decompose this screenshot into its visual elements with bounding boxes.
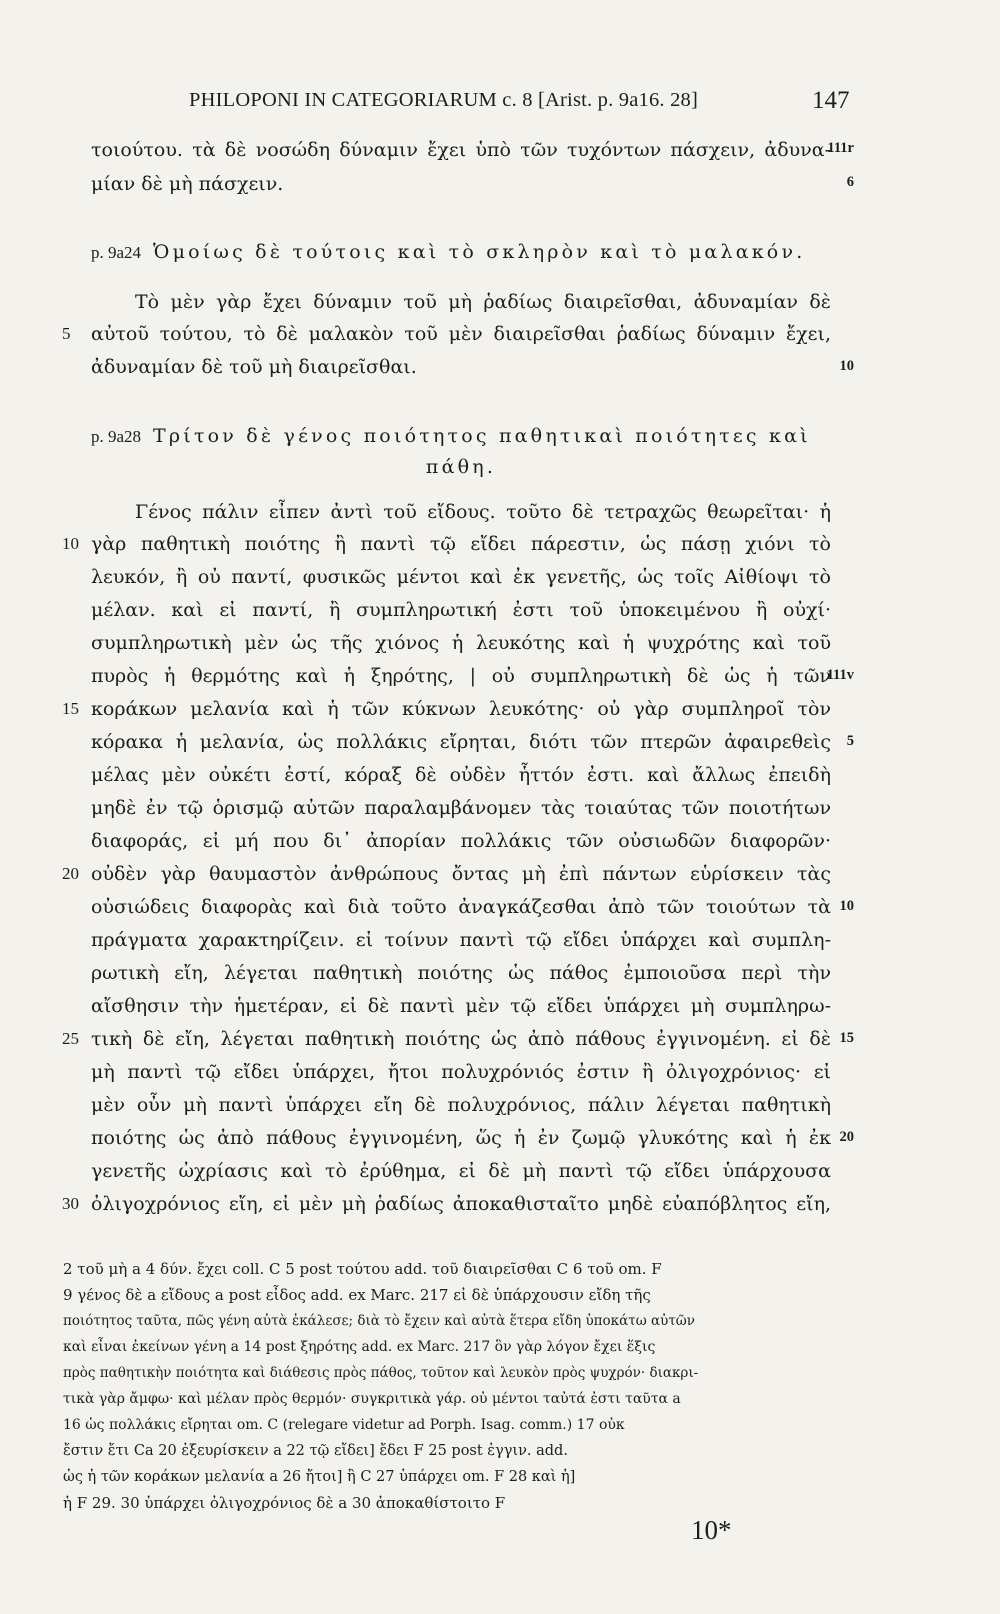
text-line: μηδὲ ἐν τῷ ὁρισμῷ αὐτῶν παραλαμβάνομεν τὰς τοιαύτας τῶν ποιοτήτων xyxy=(91,797,831,819)
text-line: οὐσιώδεις διαφορὰς καὶ διὰ τοῦτο ἀναγκάζεσθαι ἀπὸ τῶν τοιούτων τὰ xyxy=(91,896,831,918)
text-line: διαφοράς, εἰ μή που δι᾽ ἀπορίαν πολλάκις τῶν οὐσιωδῶν διαφορῶν· xyxy=(91,830,831,852)
apparatus-line: ὡς ἡ τῶν κοράκων μελανία a 26 ἤτοι] ἢ C 27 ὑπάρχει om. F 28 καὶ ἡ] xyxy=(63,1469,576,1485)
line-number: 10 xyxy=(62,534,79,553)
apparatus-line: ἔστιν ἔτι Ca 20 ἐξευρίσκειν a 22 τῷ εἴδει] ἔδει F 25 post ἐγγιν. add. xyxy=(63,1443,568,1459)
apparatus-line: ποιότητος ταῦτα, πῶς γένη αὐτὰ ἐκάλεσε; διὰ τὸ ἔχειν καὶ αὐτὰ ἕτερα εἴδη ὑποκάτω αὐτῶν xyxy=(63,1313,696,1329)
text-line: ποιότης ὡς ἀπὸ πάθους ἐγγινομένη, ὥς ἡ ἐν ζωμῷ γλυκότης καὶ ἡ ἐκ xyxy=(91,1127,831,1149)
lemma-line: p. 9a28 Τρίτον δὲ γένος ποιότητος παθητικαὶ ποιότητες καὶ xyxy=(91,425,811,447)
line-number: 15 xyxy=(62,699,79,718)
text-line: πυρὸς ἡ θερμότης καὶ ἡ ξηρότης, | οὐ συμπληρωτικὴ δὲ ὡς ἡ τῶν xyxy=(91,665,831,687)
text-line: μὴ παντὶ τῷ εἴδει ὑπάρχει, ἤτοι πολυχρόνιός ἐστιν ἢ ὀλιγοχρόνιος· εἰ xyxy=(91,1061,831,1083)
line-number: 30 xyxy=(62,1194,79,1213)
lemma-line-continued: πάθη. xyxy=(425,456,497,478)
signature-mark: 10* xyxy=(691,1515,732,1545)
line-number: 25 xyxy=(62,1029,79,1048)
text-line: κόρακα ἡ μελανία, ὡς πολλάκις εἴρηται, διότι τῶν πτερῶν ἀφαιρεθεὶς xyxy=(91,731,831,753)
text-line: γενετῆς ὠχρίασις καὶ τὸ ἐρύθημα, εἰ δὲ μὴ παντὶ τῷ εἴδει ὑπάρχουσα xyxy=(91,1160,831,1182)
text-line: συμπληρωτικὴ μὲν ὡς τῆς χιόνος ἡ λευκότης καὶ ἡ ψυχρότης καὶ τοῦ xyxy=(91,632,831,654)
text-line: οὐδὲν γὰρ θαυμαστὸν ἀνθρώπους ὄντας μὴ ἐπὶ πάντων εὑρίσκειν τὰς xyxy=(91,863,831,885)
margin-number: 6 xyxy=(846,174,854,190)
text-line: ρωτικὴ εἴη, λέγεται παθητικὴ ποιότης ὡς πάθος ἐμποιοῦσα περὶ τὴν xyxy=(91,962,831,984)
margin-number: 111r xyxy=(827,140,854,156)
text-line: μὲν οὖν μὴ παντὶ ὑπάρχει εἴη δὲ πολυχρόνιος, πάλιν λέγεται παθητικὴ xyxy=(91,1094,831,1116)
margin-number: 5 xyxy=(846,733,854,749)
lemma-line: p. 9a24 Ὁμοίως δὲ τούτοις καὶ τὸ σκληρὸν καὶ τὸ μαλακόν. xyxy=(91,241,806,263)
margin-number: 20 xyxy=(839,1129,854,1145)
text-line: μίαν δὲ μὴ πάσχειν. xyxy=(91,173,284,195)
text-line: λευκόν, ἢ οὐ παντί, φυσικῶς μέντοι καὶ ἐκ γενετῆς, ὡς τοῖς Αἰθίοψι τὸ xyxy=(91,566,831,588)
margin-number: 10 xyxy=(839,898,854,914)
apparatus-line: τικὰ γὰρ ἄμφω· καὶ μέλαν πρὸς θερμόν· συγκριτικὰ γάρ. οὐ μέντοι ταὐτά ἐστι ταῦτα a xyxy=(63,1391,681,1407)
apparatus-line: 16 ὡς πολλάκις εἴρηται om. C (relegare videtur ad Porph. Isag. comm.) 17 οὐκ xyxy=(63,1417,625,1433)
text-line: Γένος πάλιν εἶπεν ἀντὶ τοῦ εἴδους. τοῦτο δὲ τετραχῶς θεωρεῖται· ἡ xyxy=(135,501,831,523)
text-line: ἀδυναμίαν δὲ τοῦ μὴ διαιρεῖσθαι. xyxy=(91,356,417,378)
text-line: κοράκων μελανία καὶ ἡ τῶν κύκνων λευκότης· οὐ γὰρ συμπληροῖ τὸν xyxy=(91,698,831,720)
margin-number: 10 xyxy=(839,358,854,374)
text-line: μέλας μὲν οὐκέτι ἐστί, κόραξ δὲ οὐδὲν ἧττόν ἐστι. καὶ ἄλλως ἐπειδὴ xyxy=(91,764,831,786)
apparatus-line: 9 γένος δὲ a εἴδους a post εἶδος add. ex Marc. 217 εἰ δὲ ὑπάρχουσιν εἴδη τῆς xyxy=(63,1286,651,1304)
margin-number: 15 xyxy=(839,1030,854,1046)
page-header xyxy=(0,89,1000,121)
margin-number: 111v xyxy=(826,667,854,683)
text-line: τικὴ δὲ εἴη, λέγεται παθητικὴ ποιότης ὡς ἀπὸ πάθους ἐγγινομένη. εἰ δὲ xyxy=(91,1028,831,1050)
text-line: μέλαν. καὶ εἰ παντί, ἢ συμπληρωτική ἐστι τοῦ ὑποκειμένου ἢ οὐχί· xyxy=(91,599,831,621)
text-line: αὐτοῦ τούτου, τὸ δὲ μαλακὸν τοῦ μὲν διαιρεῖσθαι ῥαδίως δύναμιν ἔχει, xyxy=(91,323,831,345)
text-line: γὰρ παθητικὴ ποιότης ἢ παντὶ τῷ εἴδει πάρεστιν, ὡς πάσῃ χιόνι τὸ xyxy=(91,533,831,555)
line-number: 5 xyxy=(62,324,71,343)
lemma-reference: p. 9a24 xyxy=(91,243,142,262)
text-line: αἴσθησιν τὴν ἡμετέραν, εἰ δὲ παντὶ μὲν τῷ εἴδει ὑπάρχει μὴ συμπληρω- xyxy=(91,995,831,1017)
running-title: PHILOPONI IN CATEGORIARUM c. 8 [Arist. p. 9a16. 28] xyxy=(189,89,698,111)
text-line: Τὸ μὲν γὰρ ἔχει δύναμιν τοῦ μὴ ῥαδίως διαιρεῖσθαι, ἀδυναμίαν δὲ xyxy=(135,291,831,313)
line-number: 20 xyxy=(62,864,79,883)
page-number: 147 xyxy=(812,87,850,114)
apparatus-line: 2 τοῦ μὴ a 4 δύν. ἔχει coll. C 5 post τούτου add. τοῦ διαιρεῖσθαι C 6 τοῦ om. F xyxy=(63,1260,662,1278)
text-line: τοιούτου. τὰ δὲ νοσώδη δύναμιν ἔχει ὑπὸ τῶν τυχόντων πάσχειν, ἀδυνα- xyxy=(91,139,831,161)
text-line: πράγματα χαρακτηρίζειν. εἰ τοίνυν παντὶ τῷ εἴδει ὑπάρχει καὶ συμπλη- xyxy=(91,929,831,951)
lemma-reference: p. 9a28 xyxy=(91,427,142,446)
apparatus-line: καὶ εἶναι ἐκείνων γένη a 14 post ξηρότης add. ex Marc. 217 ὃν γὰρ λόγον ἔχει ἕξις xyxy=(63,1339,656,1355)
text-line: ὀλιγοχρόνιος εἴη, εἰ μὲν μὴ ῥαδίως ἀποκαθισταῖτο μηδὲ εὐαπόβλητος εἴη, xyxy=(91,1193,831,1215)
apparatus-line: πρὸς παθητικὴν ποιότητα καὶ διάθεσις πρὸς πάθος, τοῦτον καὶ λευκὸν πρὸς ψυχρόν· διακρι- xyxy=(63,1365,699,1381)
apparatus-line: ἡ F 29. 30 ὑπάρχει ὀλιγοχρόνιος δὲ a 30 ἀποκαθίστοιτο F xyxy=(63,1494,506,1512)
